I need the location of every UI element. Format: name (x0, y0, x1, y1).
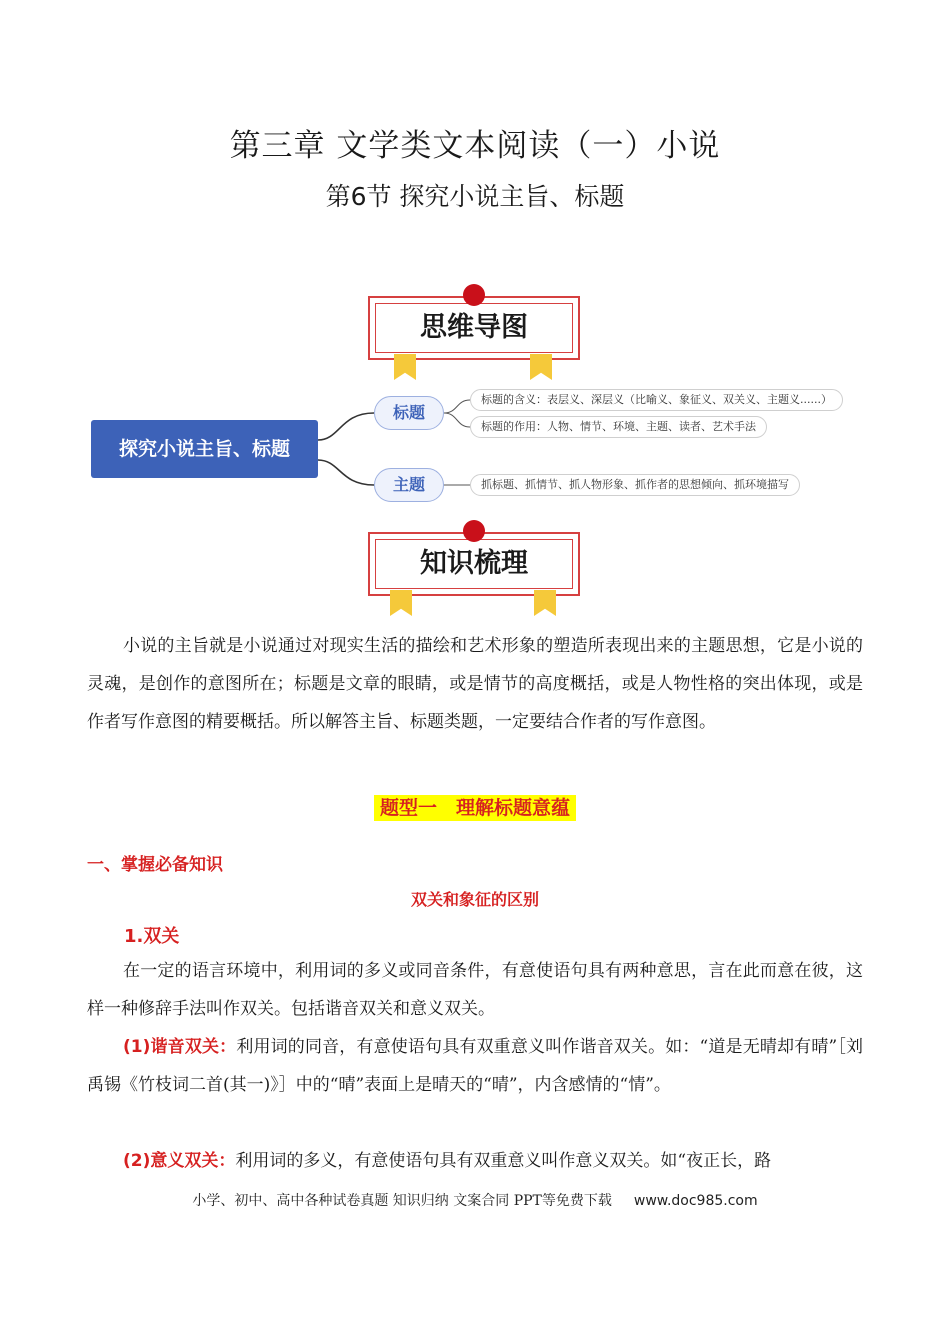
question-type-title (0, 793, 950, 820)
ribbon-right-icon (534, 590, 556, 616)
mindmap-node-theme: 主题 (374, 468, 444, 502)
heading-difference: 双关和象征的区别 (410, 890, 539, 909)
mindmap-node-title: 标题 (374, 396, 444, 430)
footer (0, 1190, 950, 1210)
homophone-pun-text: 利用词的同音，有意使语句具有双重意义叫作谐音双关。如：“道是无晴却有晴”［刘禹锡《竹枝词二首(其一)》］中的“晴”表面上是晴天的“晴”，内含感情的“情”。 (87, 1037, 863, 1095)
mindmap-leaf-title-function: 标题的作用：人物、情节、环境、主题、读者、艺术手法 (470, 416, 767, 438)
question-type-label: 题型一 理解标题意蕴 (374, 795, 576, 821)
semantic-pun-paragraph (87, 1142, 863, 1180)
heading-knowledge: 一、掌握必备知识 (87, 855, 223, 875)
heading-pun: 1.双关 (124, 926, 180, 947)
chapter-title: 第三章 文学类文本阅读（一）小说 (229, 128, 721, 164)
footer-text: 小学、初中、高中各种试卷真题 知识归纳 文案合同 PPT等免费下载 (192, 1193, 612, 1209)
homophone-pun-label: (1)谐音双关： (123, 1037, 237, 1057)
pun-definition-paragraph: 在一定的语言环境中，利用词的多义或同音条件，有意使语句具有两种意思，言在此而意在彼，这样一种修辞手法叫作双关。包括谐音双关和意义双关。 (87, 961, 863, 1019)
mindmap-root: 探究小说主旨、标题 (91, 420, 318, 478)
mindmap-leaf-theme-methods: 抓标题、抓情节、抓人物形象、抓作者的思想倾向、抓环境描写 (470, 474, 800, 496)
banner-label: 思维导图 (420, 312, 528, 343)
section-subtitle: 第6节 探究小说主旨、标题 (325, 182, 625, 211)
homophone-pun-paragraph (87, 1028, 863, 1104)
intro-paragraph: 小说的主旨就是小说通过对现实生活的描绘和艺术形象的塑造所表现出来的主题思想，它是小说的灵魂，是创作的意图所在；标题是文章的眼睛，或是情节的高度概括，或是人物性格的突出体现，或是作者写作意图的精要概括。所以解答主旨、标题类题，一定要结合作者的写作意图。 (87, 636, 863, 732)
mindmap-leaf-title-meaning: 标题的含义：表层义、深层义（比喻义、象征义、双关义、主题义......） (470, 389, 843, 411)
banner-label: 知识梳理 (420, 548, 528, 579)
footer-url[interactable]: www.doc985.com (633, 1193, 758, 1209)
semantic-pun-text: 利用词的多义，有意使语句具有双重意义叫作意义双关。如“夜正长，路 (235, 1151, 772, 1171)
ribbon-left-icon (390, 590, 412, 616)
semantic-pun-label: (2)意义双关： (123, 1151, 236, 1171)
